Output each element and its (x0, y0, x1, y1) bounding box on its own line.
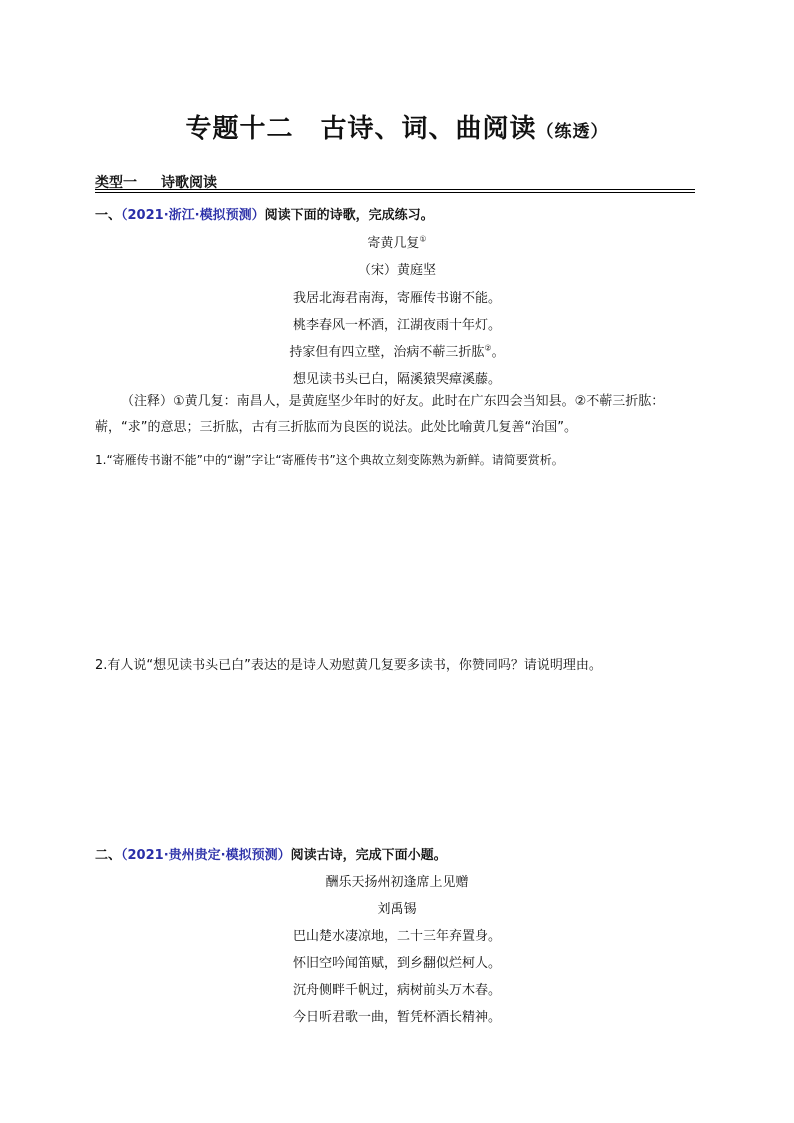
page-title (0, 108, 794, 145)
part1-source: （2021·浙江·模拟预测） (121, 208, 265, 223)
part2-poem-line: 怀旧空吟闻笛赋，到乡翻似烂柯人。 (292, 956, 501, 971)
question-1: 1.“寄雁传书谢不能”中的“谢”字让“寄雁传书”这个典故立刻变陈熟为新鲜。请简要赏析。 (95, 453, 564, 467)
part2-poem-line: 巴山楚水凄凉地，二十三年弃置身。 (292, 929, 501, 944)
annotation-line: 蕲，“求”的意思；三折肱，古有三折肱而为良医的说法。此处比喻黄几复善“治国”。 (95, 420, 577, 435)
section-divider-bottom (95, 192, 695, 193)
part1-instruction: 阅读下面的诗歌，完成练习。 (264, 208, 434, 223)
part1-poem-author: （宋）黄庭坚 (357, 263, 436, 278)
part2-number: 二、 (95, 848, 122, 863)
section-name: 诗歌阅读 (161, 175, 217, 191)
part1-poem-line: 想见读书头已白，隔溪猿哭瘴溪藤。 (292, 372, 501, 387)
page-title-main: 专题十二 古诗、词、曲阅读 (185, 114, 537, 144)
part1-poem-line: 桃李春风一杯酒，江湖夜雨十年灯。 (292, 318, 501, 333)
footnote-marker-1: ① (419, 234, 427, 244)
part1-number: 一、 (95, 208, 122, 223)
part2-heading (95, 844, 447, 863)
part2-poem-line: 今日听君歌一曲，暂凭杯酒长精神。 (292, 1010, 501, 1025)
footnote-marker-2: ② (484, 343, 492, 353)
part1-poem-line: 持家但有四立壁，治病不蕲三折肱②。 (289, 343, 505, 360)
annotation-line: （注释）①黄几复：南昌人，是黄庭坚少年时的好友。此时在广东四会当知县。②不蕲三折肱： (121, 394, 665, 409)
page-title-sub: （练透） (536, 122, 609, 142)
part2-poem-author: 刘禹锡 (377, 902, 417, 917)
part1-poem-line: 我居北海君南海，寄雁传书谢不能。 (292, 291, 501, 306)
question-2: 2.有人说“想见读书头已白”表达的是诗人劝慰黄几复要多读书，你赞同吗？请说明理由。 (95, 658, 602, 673)
part1-heading (95, 204, 434, 223)
part2-source: （2021·贵州贵定·模拟预测） (121, 848, 291, 863)
part2-poem-title: 酬乐天扬州初逢席上见赠 (325, 875, 469, 890)
section-label: 类型一 (95, 175, 137, 191)
part2-poem-line: 沉舟侧畔千帆过，病树前头万木春。 (292, 983, 501, 998)
part1-poem-title: 寄黄几复① (367, 234, 427, 251)
part2-instruction: 阅读古诗，完成下面小题。 (290, 848, 447, 863)
part1-annotation (95, 389, 715, 441)
section-divider-top (95, 189, 695, 190)
